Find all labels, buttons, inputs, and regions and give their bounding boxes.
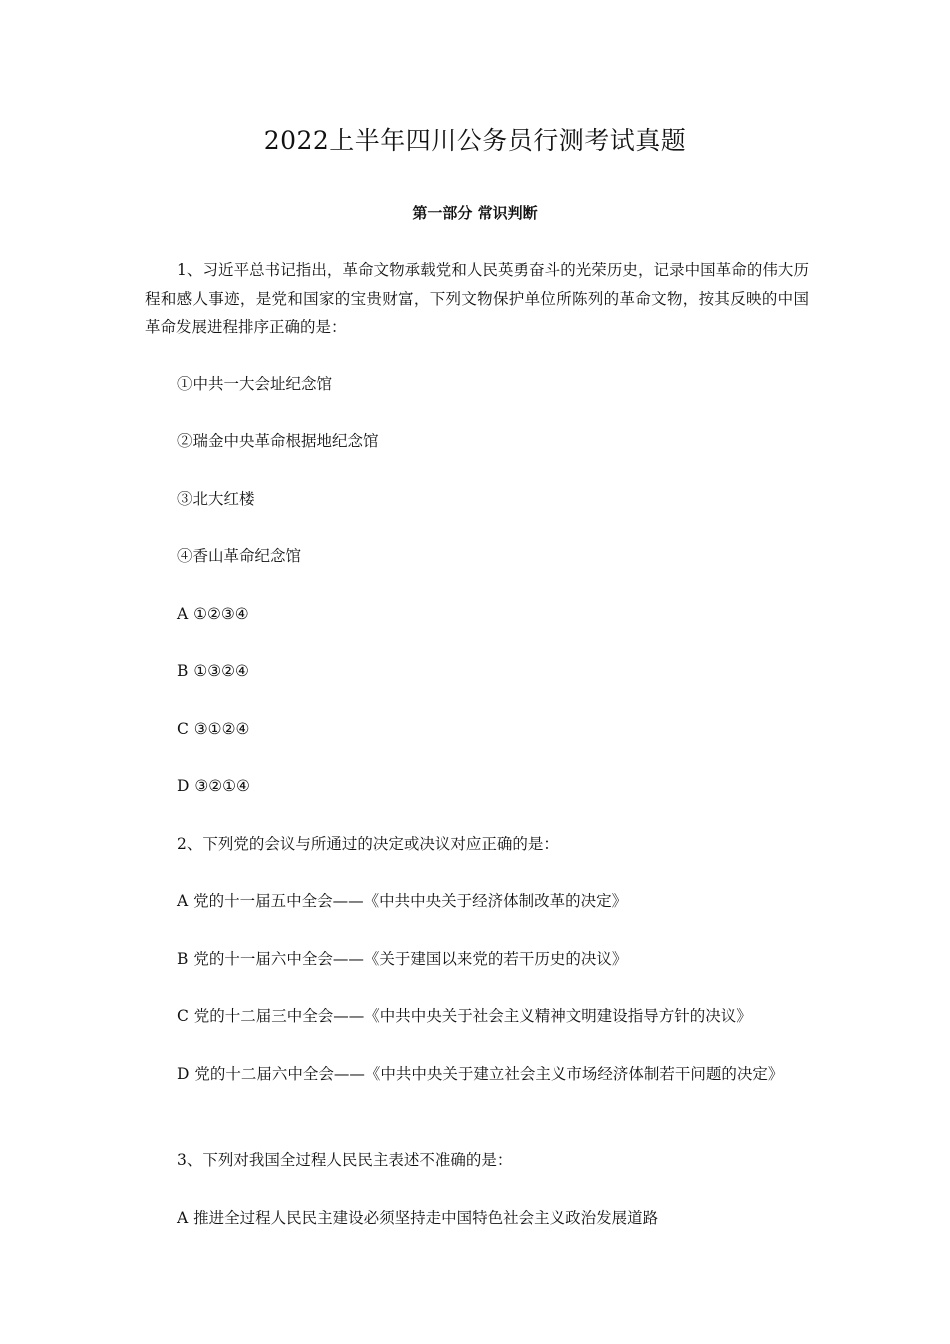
question-1-item-3: ③北大红楼 [177,490,255,508]
question-2-stem: 2、下列党的会议与所通过的决定或决议对应正确的是： [177,835,559,853]
question-2-option-c: C 党的十二届三中全会——《中共中央关于社会主义精神文明建设指导方针的决议》 [177,1007,752,1025]
question-3-option-a: A 推进全过程人民民主建设必须坚持走中国特色社会主义政治发展道路 [177,1209,659,1227]
section-heading: 第一部分 常识判断 [412,204,538,222]
question-1-option-c: C ③①②④ [177,720,250,738]
question-2-option-d: D 党的十二届六中全会——《中共中央关于建立社会主义市场经济体制若干问题的决定》 [177,1065,784,1083]
question-1-option-a: A ①②③④ [177,605,249,623]
question-1-option-d: D ③②①④ [177,777,250,795]
question-1-item-2: ②瑞金中央革命根据地纪念馆 [177,432,379,450]
question-1-option-b: B ①③②④ [177,662,249,680]
question-3-stem: 3、下列对我国全过程人民民主表述不准确的是： [177,1151,513,1169]
question-1-item-4: ④香山革命纪念馆 [177,547,302,565]
document-title: 2022上半年四川公务员行测考试真题 [263,126,687,155]
question-1-stem: 1、习近平总书记指出，革命文物承载党和人民英勇奋斗的光荣历史，记录中国革命的伟大历程和感人事迹，是党和国家的宝贵财富，下列文物保护单位所陈列的革命文物，按其反映的中国革命发展进程排序正确的是： [145,261,809,336]
question-2-option-b: B 党的十一届六中全会——《关于建国以来党的若干历史的决议》 [177,950,628,968]
question-2-option-a: A 党的十一届五中全会——《中共中央关于经济体制改革的决定》 [177,892,628,910]
question-1-item-1: ①中共一大会址纪念馆 [177,375,333,393]
